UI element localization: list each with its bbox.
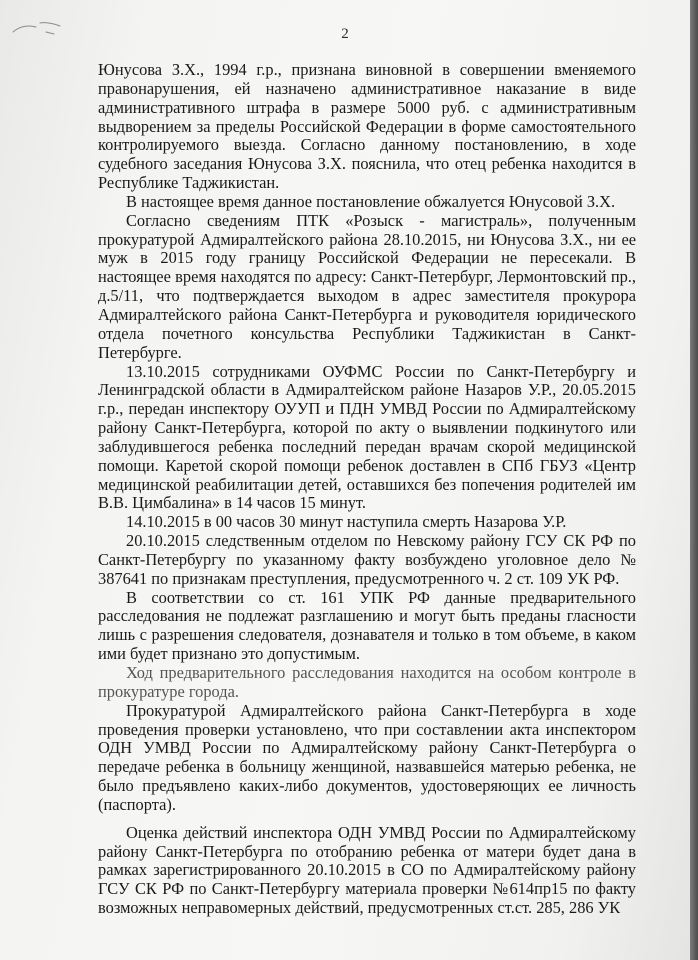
document-body: [98, 61, 636, 918]
paragraph: Согласно сведениям ПТК «Розыск - магистраль», полученным прокуратурой Адмиралтейского района 28.10.2015, ни Юнусова З.Х., ни ее муж в 2015 году границу Российской Федерации не пересекали. В настоящее время находятся по адресу: Санкт-Петербург, Лермонтовский пр., д.5/11, что подтверждается выходом в адрес заместителя прокурора Адмиралтейского района Санкт-Петербурга и руководителя юридического отдела почетного консульства Республики Таджикистан в Санкт-Петербурге.: [98, 210, 636, 362]
paragraph: 13.10.2015 сотрудниками ОУФМС России по Санкт-Петербургу и Ленинградской области в Адмиралтейском районе Назаров У.Р., 20.05.2015 г.р., передан инспектору ОУУП и ПДН УМВД России по Адмиралтейскому району Санкт-Петербурга, которой по акту о выявлении подкинутого или заблудившегося ребенка последний передан врачам скорой медицинской помощи. Каретой скорой помощи ребенок доставлен в СПб ГБУЗ «Центр медицинской реабилитации детей, оставшихся без попечения родителей им В.В. Цимбалина» в 14 часов 15 минут.: [98, 361, 636, 513]
paragraph: 14.10.2015 в 00 часов 30 минут наступила смерть Назарова У.Р.: [126, 512, 567, 532]
page-number: 2: [341, 26, 349, 42]
paragraph: Оценка действий инспектора ОДН УМВД России по Адмиралтейскому району Санкт-Петербурга по отобранию ребенка от матери будет дана в рамках зарегистрированного 20.10.2015 в СО по Адмиралтейскому району ГСУ СК РФ по Санкт-Петербургу материала проверки №614пр15 по факту возможных неправомерных действий, предусмотренных ст.ст. 285, 286 УК: [98, 822, 636, 918]
page-edge-shadow: [690, 0, 698, 960]
paragraph: Ход предварительного расследования находится на особом контроле в прокуратуре города.: [98, 663, 636, 701]
paragraph: Юнусова З.Х., 1994 г.р., признана виновной в совершении вменяемого правонарушения, ей назначено административное наказание в виде административного штрафа в размере 5000 руб. с административным выдворением за пределы Российской Федерации в форме самостоятельного контролируемого выезда. Согласно данному постановлению, в ходе судебного заседания Юнусова З.Х. пояснила, что отец ребенка находится в Республике Таджикистан.: [98, 60, 636, 193]
paragraph: В соответствии со ст. 161 УПК РФ данные предварительного расследования не подлежат разглашению и могут быть преданы гласности лишь с разрешения следователя, дознавателя и только в том объеме, в каком ими будет признано это допустимым.: [98, 587, 636, 664]
paragraph: Прокуратурой Адмиралтейского района Санкт-Петербурга в ходе проведения проверки установлено, что при составлении акта инспектором ОДН УМВД России по Адмиралтейскому району Санкт-Петербурга о передаче ребенка в больницу женщиной, назвавшейся матерью ребенка, не было предъявлено каких-либо документов, удостоверяющих ее личность (паспорта).: [98, 700, 636, 814]
paragraph: В настоящее время данное постановление обжалуется Юнусовой З.Х.: [126, 191, 616, 211]
paragraph: 20.10.2015 следственным отделом по Невскому району ГСУ СК РФ по Санкт-Петербургу по указанному факту возбуждено уголовное дело № 387641 по признакам преступления, предусмотренного ч. 2 ст. 109 УК РФ.: [98, 531, 636, 588]
